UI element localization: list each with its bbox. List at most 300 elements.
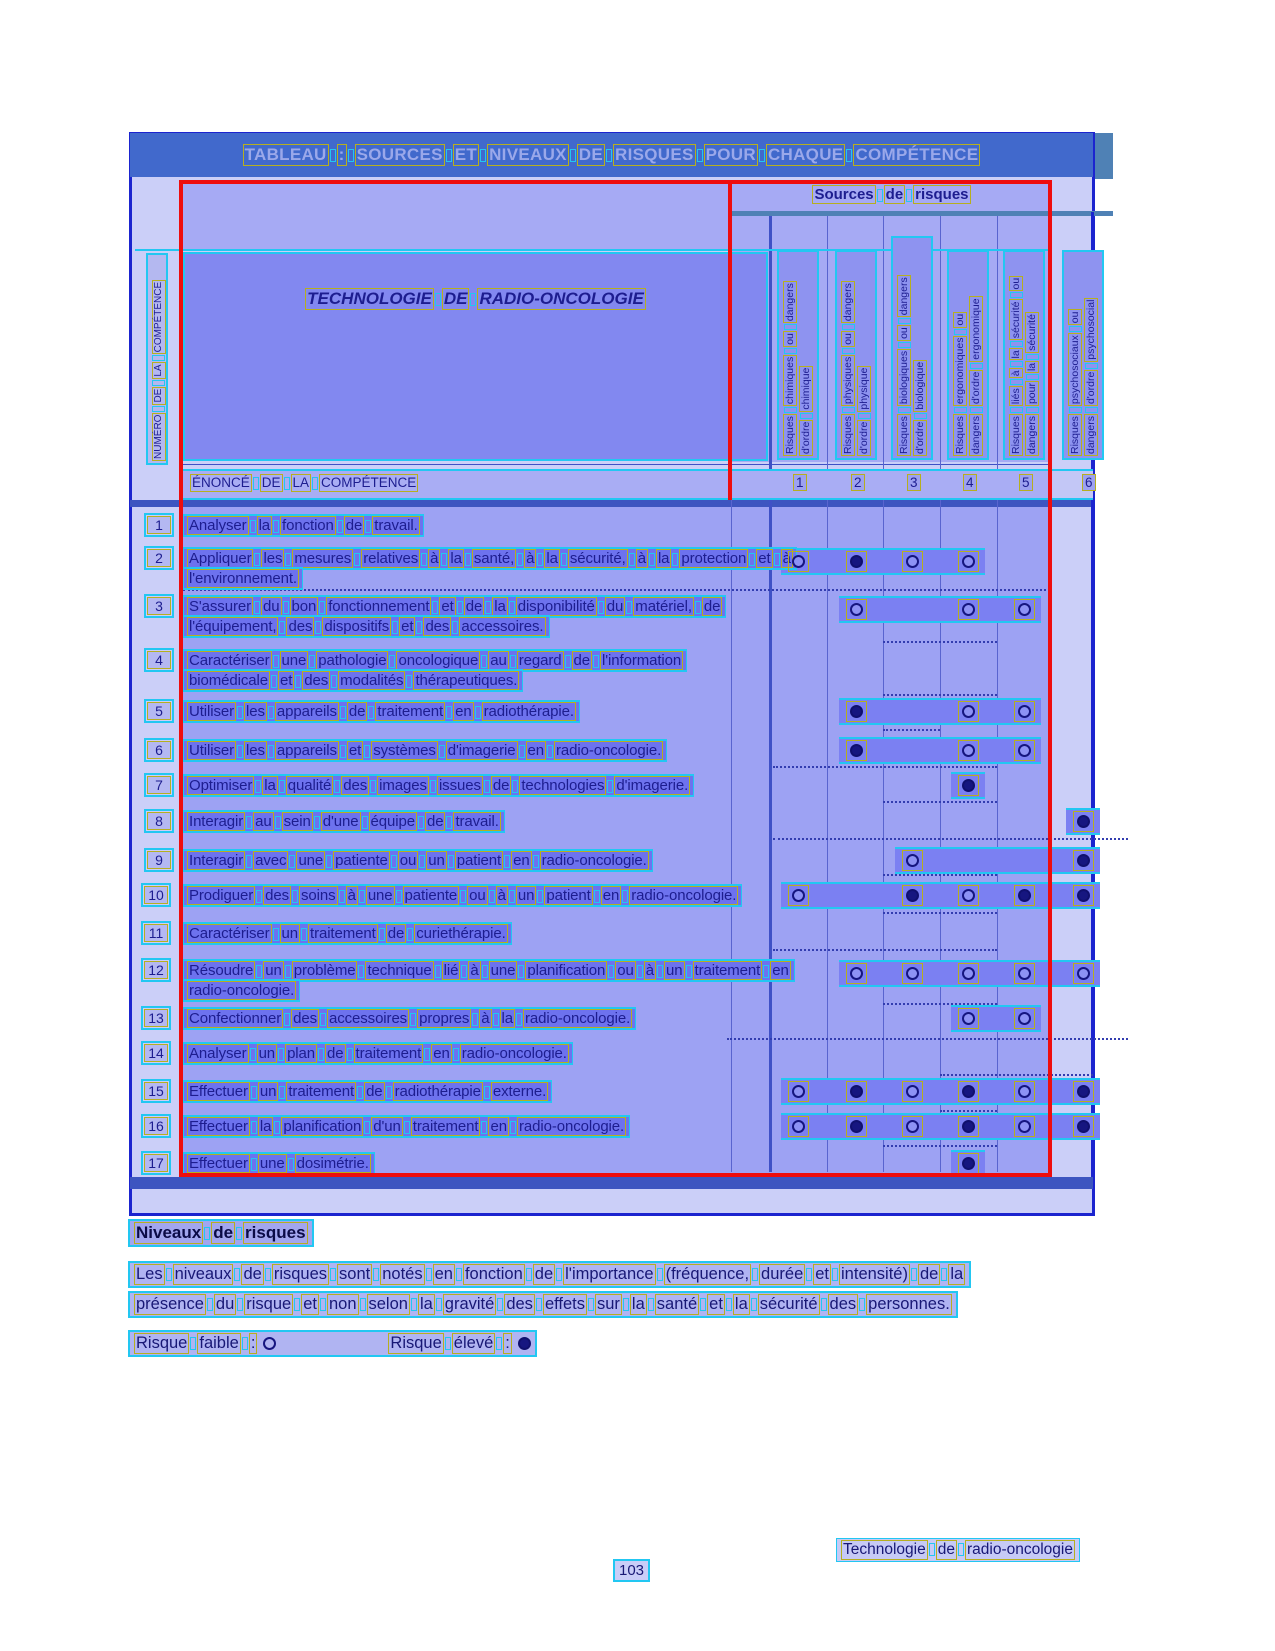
filled-circle-icon — [1077, 889, 1090, 902]
ocr-word-box: sécurité — [759, 1295, 818, 1313]
row-number: 14 — [144, 1044, 168, 1062]
ocr-word-box: radio-oncologie. — [556, 742, 662, 759]
ocr-space-box — [204, 1227, 210, 1240]
ocr-word-box: un — [258, 1045, 276, 1062]
ocr-word-box: technique — [367, 962, 432, 979]
footer-program-name — [836, 1538, 1080, 1562]
ocr-word-box: notés — [382, 1265, 423, 1283]
ocr-word-box: des — [829, 1295, 857, 1313]
ocr-word-box: au — [490, 652, 507, 669]
ocr-word-box: traitement — [694, 962, 761, 979]
ocr-space-box — [330, 149, 336, 162]
ocr-word-box: lié — [443, 962, 459, 979]
ocr-word-box: un — [259, 1083, 277, 1100]
ocr-word-box: un — [281, 925, 298, 942]
ocr-word-box: patiente — [404, 887, 458, 904]
ocr-word-box: une — [281, 652, 307, 669]
ocr-word-box: ou — [469, 887, 486, 904]
ocr-word-box: ergonomiques — [954, 337, 966, 405]
ocr-word-box: NUMÉRO — [153, 414, 164, 459]
ocr-word-box: radio-oncologie — [966, 1541, 1073, 1558]
ocr-word-box: radio-oncologie. — [461, 1045, 567, 1062]
ocr-word-box: images — [379, 777, 427, 794]
ocr-word-box: de — [465, 598, 483, 615]
ocr-space-box — [496, 1337, 502, 1350]
ocr-word-box: la — [259, 1118, 272, 1135]
ocr-word-box: appareils — [276, 742, 337, 759]
ocr-word-box: modalités — [340, 672, 404, 689]
table-bottom-rule — [130, 1177, 1093, 1189]
ocr-word-box: à — [782, 550, 791, 567]
legend-high-label — [388, 1333, 511, 1354]
ocr-space-box — [236, 1227, 242, 1240]
ocr-word-box: en — [434, 1265, 453, 1283]
ocr-word-box: radiothérapie — [394, 1083, 481, 1100]
ocr-word-box: patient — [546, 887, 591, 904]
ocr-word-box: ou — [898, 327, 910, 339]
risk-column-number: 2 — [851, 474, 865, 491]
ocr-space-box — [497, 1298, 503, 1311]
legend-low-label — [134, 1333, 257, 1354]
ocr-word-box: DE — [443, 289, 468, 308]
ocr-word-box: une — [259, 1155, 285, 1172]
ocr-word-box: ET — [454, 145, 478, 165]
risk-high-circle-icon — [518, 1337, 531, 1350]
ocr-word-box: travail. — [374, 517, 418, 534]
ocr-word-box: ou — [954, 313, 966, 326]
ocr-space-box — [190, 1337, 196, 1350]
ocr-word-box: sécurité — [1026, 314, 1038, 351]
ocr-word-box: protection — [681, 550, 747, 567]
ocr-word-box: un — [517, 887, 535, 904]
ocr-word-box: traitement — [412, 1118, 479, 1135]
ocr-word-box: Risques — [898, 416, 910, 454]
ocr-word-box: traitement — [310, 925, 376, 942]
ocr-word-box: Risques — [954, 416, 966, 454]
ocr-word-box: Interagir — [189, 813, 244, 830]
ocr-word-box: de — [937, 1541, 955, 1558]
ocr-word-box: Analyser — [189, 1045, 247, 1062]
filled-circle-icon — [1077, 815, 1090, 828]
ocr-word-box: équipe — [370, 813, 415, 830]
ocr-word-box: mesures — [294, 550, 352, 567]
ocr-word-box: dosimétrie. — [296, 1155, 369, 1172]
ocr-space-box — [752, 1268, 758, 1281]
ocr-space-box — [759, 149, 765, 162]
ocr-word-box: Risques — [784, 416, 796, 454]
ocr-word-box: psychosocial — [1085, 299, 1097, 360]
risk-high-mark — [1073, 885, 1094, 906]
ocr-word-box: fonctionnement — [328, 598, 430, 615]
risk-low-circle-icon — [263, 1337, 276, 1350]
ocr-word-box: soins — [301, 887, 336, 904]
risk-high-mark — [1073, 1116, 1094, 1137]
ocr-word-box: et — [758, 550, 771, 567]
row-number: 10 — [144, 886, 168, 904]
row-number: 17 — [144, 1154, 168, 1172]
ocr-space-box — [360, 1298, 366, 1311]
ocr-word-box: Niveaux — [136, 1223, 202, 1242]
ocr-word-box: à — [637, 550, 646, 567]
ocr-word-box: patient — [456, 852, 502, 869]
ocr-word-box: d'imagerie — [447, 742, 516, 759]
ocr-word-box: accessoires — [328, 1010, 408, 1027]
ocr-word-box: sein — [283, 813, 311, 830]
ocr-space-box — [1085, 407, 1098, 413]
ocr-word-box: Sources — [814, 186, 874, 203]
filled-circle-icon — [1077, 1085, 1090, 1098]
ocr-word-box: l'importance — [565, 1265, 654, 1283]
ocr-word-box: physiques — [842, 356, 854, 405]
ocr-word-box: traitement — [355, 1045, 422, 1062]
ocr-word-box: dangers — [970, 416, 982, 454]
ocr-word-box: la — [657, 550, 670, 567]
ocr-word-box: Prodiguer — [189, 887, 254, 904]
ocr-word-box: DE — [153, 388, 164, 403]
ocr-word-box: à — [470, 962, 479, 979]
row-number: 7 — [147, 776, 171, 794]
ocr-space-box — [152, 380, 165, 386]
ocr-word-box: radio-oncologie. — [189, 982, 295, 999]
ocr-word-box: ou — [617, 962, 634, 979]
ocr-word-box: à — [481, 1010, 490, 1027]
ocr-word-box: ou — [842, 333, 854, 345]
ocr-word-box: accessoires. — [461, 618, 544, 635]
ocr-word-box: en — [527, 742, 545, 759]
row-number: 15 — [144, 1082, 168, 1100]
ocr-word-box: ergonomique — [970, 298, 982, 360]
ocr-word-box: en — [513, 852, 530, 869]
ocr-word-box: effets — [544, 1295, 585, 1313]
ocr-word-box: traitement — [377, 703, 444, 720]
ocr-word-box: de — [573, 652, 591, 669]
ocr-word-box: dangers — [842, 283, 854, 322]
ocr-word-box: Risque — [390, 1334, 442, 1352]
ocr-word-box: de — [366, 1083, 383, 1100]
ocr-word-box: problème — [293, 962, 356, 979]
ocr-word-box: la — [494, 598, 506, 615]
ocr-word-box: RISQUES — [615, 145, 694, 165]
risk-column-number: 1 — [793, 474, 807, 491]
ocr-word-box: santé — [656, 1295, 698, 1313]
ocr-word-box: des — [265, 887, 290, 904]
ocr-word-box: niveaux — [174, 1265, 232, 1283]
ocr-word-box: des — [304, 672, 329, 689]
ocr-word-box: de — [243, 1265, 262, 1283]
ocr-word-box: personnes. — [868, 1295, 950, 1313]
ocr-space-box — [265, 1268, 271, 1281]
ocr-space-box — [941, 1268, 947, 1281]
ocr-word-box: sécurité — [1010, 301, 1022, 339]
ocr-space-box — [570, 149, 576, 162]
legend-key — [128, 1330, 537, 1357]
risk-column-number: 4 — [963, 474, 977, 491]
ocr-word-box: Risques — [1010, 416, 1022, 454]
ocr-word-box: pour — [1026, 383, 1038, 405]
annotation-table-region — [179, 180, 1052, 1177]
risk-column-number: 5 — [1019, 474, 1033, 491]
ocr-word-box: Les — [136, 1265, 163, 1283]
ocr-space-box — [234, 1268, 240, 1281]
ocr-space-box — [556, 1268, 562, 1281]
ocr-word-box: ou — [784, 333, 796, 345]
ocr-word-box: une — [490, 962, 516, 979]
ocr-word-box: issues — [438, 777, 481, 794]
ocr-word-box: Utiliser — [189, 742, 235, 759]
ocr-space-box — [373, 1268, 379, 1281]
ocr-word-box: Optimiser — [189, 777, 253, 794]
ocr-word-box: et — [815, 1265, 830, 1283]
ocr-word-box: Confectionner — [189, 1010, 282, 1027]
ocr-space-box — [846, 149, 852, 162]
ocr-space-box — [348, 149, 354, 162]
ocr-word-box: Caractériser — [189, 925, 270, 942]
legend-paragraph-line1 — [128, 1261, 971, 1288]
ocr-word-box: ou — [1069, 311, 1081, 324]
ocr-word-box: risques — [273, 1265, 328, 1283]
ocr-word-box: disponibilité — [517, 598, 595, 615]
row-number: 9 — [147, 851, 171, 869]
ocr-word-box: : — [250, 1334, 256, 1352]
ocr-word-box: et — [303, 1295, 317, 1313]
ocr-word-box: et — [709, 1295, 723, 1313]
ocr-word-box: Effectuer — [189, 1118, 248, 1135]
ocr-word-box: l'environnement. — [189, 570, 297, 587]
ocr-word-box: TABLEAU — [244, 145, 327, 165]
ocr-word-box: Utiliser — [189, 703, 235, 720]
risk-column-number: 6 — [1082, 474, 1096, 491]
ocr-space-box — [320, 1298, 326, 1311]
ocr-word-box: à — [526, 550, 535, 567]
ocr-word-box: S'assurer — [189, 598, 251, 615]
ocr-word-box: la — [419, 1295, 433, 1313]
ocr-word-box: Effectuer — [189, 1155, 248, 1172]
ocr-word-box: du — [215, 1295, 235, 1313]
ocr-word-box: de — [703, 598, 721, 615]
ocr-word-box: d'imagerie. — [616, 777, 689, 794]
ocr-word-box: une — [298, 852, 324, 869]
ocr-word-box: propres — [419, 1010, 470, 1027]
ocr-word-box: chimiques — [784, 356, 796, 405]
ocr-word-box: la — [546, 550, 558, 567]
ocr-space-box — [436, 1298, 442, 1311]
ocr-word-box: fonction — [282, 517, 334, 534]
ocr-word-box: TECHNOLOGIE — [307, 289, 432, 308]
risk-column-number: 3 — [907, 474, 921, 491]
ocr-word-box: en — [433, 1045, 450, 1062]
ocr-word-box: : — [338, 145, 345, 165]
ocr-word-box: et — [348, 742, 362, 759]
ocr-word-box: à — [430, 550, 439, 567]
ocr-space-box — [330, 1268, 336, 1281]
risk-column-header-label — [1067, 298, 1099, 456]
ocr-word-box: sont — [339, 1265, 371, 1283]
ocr-word-box: Technologie — [843, 1541, 926, 1558]
ocr-word-box: Appliquer — [189, 550, 252, 567]
ocr-word-box: de — [885, 186, 904, 203]
ocr-word-box: à — [347, 887, 356, 904]
ocr-word-box: au — [255, 813, 272, 830]
ocr-space-box — [166, 1268, 172, 1281]
ocr-word-box: risques — [245, 1223, 306, 1242]
ocr-word-box: patiente — [335, 852, 388, 869]
ocr-word-box: d'ordre — [1085, 371, 1097, 405]
ocr-space-box — [648, 1298, 654, 1311]
ocr-word-box: du — [263, 598, 280, 615]
ocr-word-box: sur — [597, 1295, 620, 1313]
ocr-word-box: systèmes — [373, 742, 436, 759]
ocr-word-box: Risques — [1069, 416, 1081, 454]
ocr-space-box — [751, 1298, 757, 1311]
ocr-word-box: risque — [246, 1295, 292, 1313]
ocr-word-box: durée — [761, 1265, 804, 1283]
ocr-space-box — [411, 1298, 417, 1311]
ocr-word-box: pathologie — [318, 652, 387, 669]
competency-number-axis — [146, 253, 168, 465]
ocr-word-box: : — [505, 1334, 510, 1352]
ocr-word-box: ÉNONCÉ — [192, 475, 250, 490]
ocr-word-box: des — [343, 777, 368, 794]
ocr-word-box: sécurité, — [569, 550, 626, 567]
row-number: 13 — [144, 1009, 168, 1027]
ocr-space-box — [726, 1298, 732, 1311]
ocr-word-box: faible — [199, 1334, 239, 1352]
corner-block — [1095, 133, 1113, 179]
ocr-word-box: bon — [291, 598, 317, 615]
ocr-word-box: radio-oncologie. — [525, 1010, 631, 1027]
ocr-word-box: Effectuer — [189, 1083, 248, 1100]
ocr-word-box: planification — [527, 962, 606, 979]
ocr-word-box: d'une — [322, 813, 359, 830]
row-number: 4 — [147, 651, 171, 669]
filled-circle-icon — [1077, 1120, 1090, 1133]
ocr-word-box: la — [1026, 362, 1038, 372]
ocr-word-box: Caractériser — [189, 652, 270, 669]
ocr-space-box — [480, 149, 486, 162]
ocr-word-box: à — [497, 887, 506, 904]
ocr-word-box: radio-oncologie. — [631, 887, 737, 904]
ocr-space-box — [821, 1298, 827, 1311]
table-title-bar — [130, 133, 1093, 177]
ocr-word-box: relatives — [363, 550, 419, 567]
ocr-word-box: la — [258, 517, 271, 534]
ocr-space-box — [697, 149, 703, 162]
row-number: 11 — [144, 924, 168, 942]
ocr-space-box — [1069, 326, 1082, 332]
ocr-word-box: de — [327, 1045, 344, 1062]
ocr-word-box: dangers — [898, 277, 910, 316]
ocr-word-box: thérapeutiques. — [415, 672, 518, 689]
ocr-word-box: dangers — [784, 283, 796, 322]
annotation-region-divider — [728, 180, 732, 500]
ocr-word-box: présence — [136, 1295, 204, 1313]
ocr-word-box: chimique — [800, 367, 812, 410]
ocr-word-box: des — [506, 1295, 533, 1313]
ocr-word-box: à — [1010, 370, 1022, 377]
ocr-word-box: selon — [368, 1295, 408, 1313]
ocr-word-box: d'ordre — [858, 421, 870, 454]
ocr-space-box — [859, 1298, 865, 1311]
ocr-space-box — [426, 1268, 432, 1281]
ocr-word-box: la — [950, 1265, 964, 1283]
risk-high-mark — [1073, 850, 1094, 871]
ocr-word-box: intensité) — [841, 1265, 908, 1283]
ocr-word-box: d'ordre — [970, 371, 982, 405]
ocr-word-box: DE — [261, 475, 281, 490]
ocr-word-box: non — [328, 1295, 357, 1313]
ocr-space-box — [623, 1298, 629, 1311]
ocr-space-box — [445, 1337, 451, 1350]
ocr-word-box: de — [534, 1265, 554, 1283]
row-number: 1 — [147, 516, 171, 534]
ocr-word-box: radio-oncologie. — [541, 852, 647, 869]
ocr-word-box: la — [734, 1295, 748, 1313]
ocr-word-box: NIVEAUX — [489, 145, 567, 165]
competency-number-axis-label — [151, 280, 167, 461]
legend-paragraph-line2 — [128, 1291, 958, 1318]
ocr-space-box — [536, 1298, 542, 1311]
row-number: 2 — [147, 549, 171, 567]
ocr-word-box: liés — [1010, 388, 1022, 405]
ocr-word-box: de — [492, 777, 510, 794]
ocr-word-box: l'information — [602, 652, 682, 669]
ocr-word-box: du — [606, 598, 624, 615]
row-number: 5 — [147, 702, 171, 720]
ocr-word-box: dispositifs — [324, 618, 390, 635]
ocr-word-box: risques — [915, 186, 969, 203]
ocr-word-box: POUR — [705, 145, 756, 165]
ocr-word-box: ou — [399, 852, 417, 869]
ocr-word-box: Risque — [136, 1334, 188, 1352]
ocr-word-box: les — [246, 742, 265, 759]
ocr-space-box — [152, 355, 165, 361]
ocr-word-box: plan — [287, 1045, 316, 1062]
ocr-space-box — [657, 1268, 663, 1281]
row-number: 8 — [147, 812, 171, 830]
ocr-word-box: radiothérapie. — [483, 703, 574, 720]
ocr-space-box — [152, 406, 165, 412]
ocr-space-box — [832, 1268, 838, 1281]
ocr-word-box: de — [426, 813, 444, 830]
ocr-word-box: élevé — [453, 1334, 494, 1352]
ocr-word-box: radio-oncologie. — [518, 1118, 625, 1135]
ocr-word-box: Résoudre — [189, 962, 254, 979]
page-number: 103 — [613, 1559, 650, 1582]
ocr-space-box — [958, 1543, 964, 1556]
row-number: 12 — [144, 961, 168, 979]
ocr-space-box — [242, 1337, 248, 1350]
ocr-word-box: qualité — [287, 777, 332, 794]
ocr-word-box: Analyser — [189, 517, 247, 534]
row-number: 6 — [147, 741, 171, 759]
ocr-word-box: ou — [1010, 277, 1022, 290]
ocr-word-box: physique — [858, 367, 870, 410]
ocr-word-box: biomédicale — [189, 672, 268, 689]
ocr-space-box — [588, 1298, 594, 1311]
ocr-word-box: biologique — [914, 361, 926, 410]
ocr-word-box: COMPÉTENCE — [855, 145, 979, 165]
ocr-word-box: l'équipement, — [189, 618, 277, 635]
ocr-word-box: un — [666, 962, 683, 979]
ocr-word-box: de — [345, 517, 363, 534]
ocr-word-box: la — [450, 550, 462, 567]
filled-circle-icon — [1077, 854, 1090, 867]
ocr-word-box: dangers — [1085, 416, 1097, 454]
ocr-word-box: curiethérapie. — [416, 925, 506, 942]
ocr-space-box — [237, 1298, 243, 1311]
ocr-space-box — [456, 1268, 462, 1281]
ocr-word-box: une — [367, 887, 393, 904]
